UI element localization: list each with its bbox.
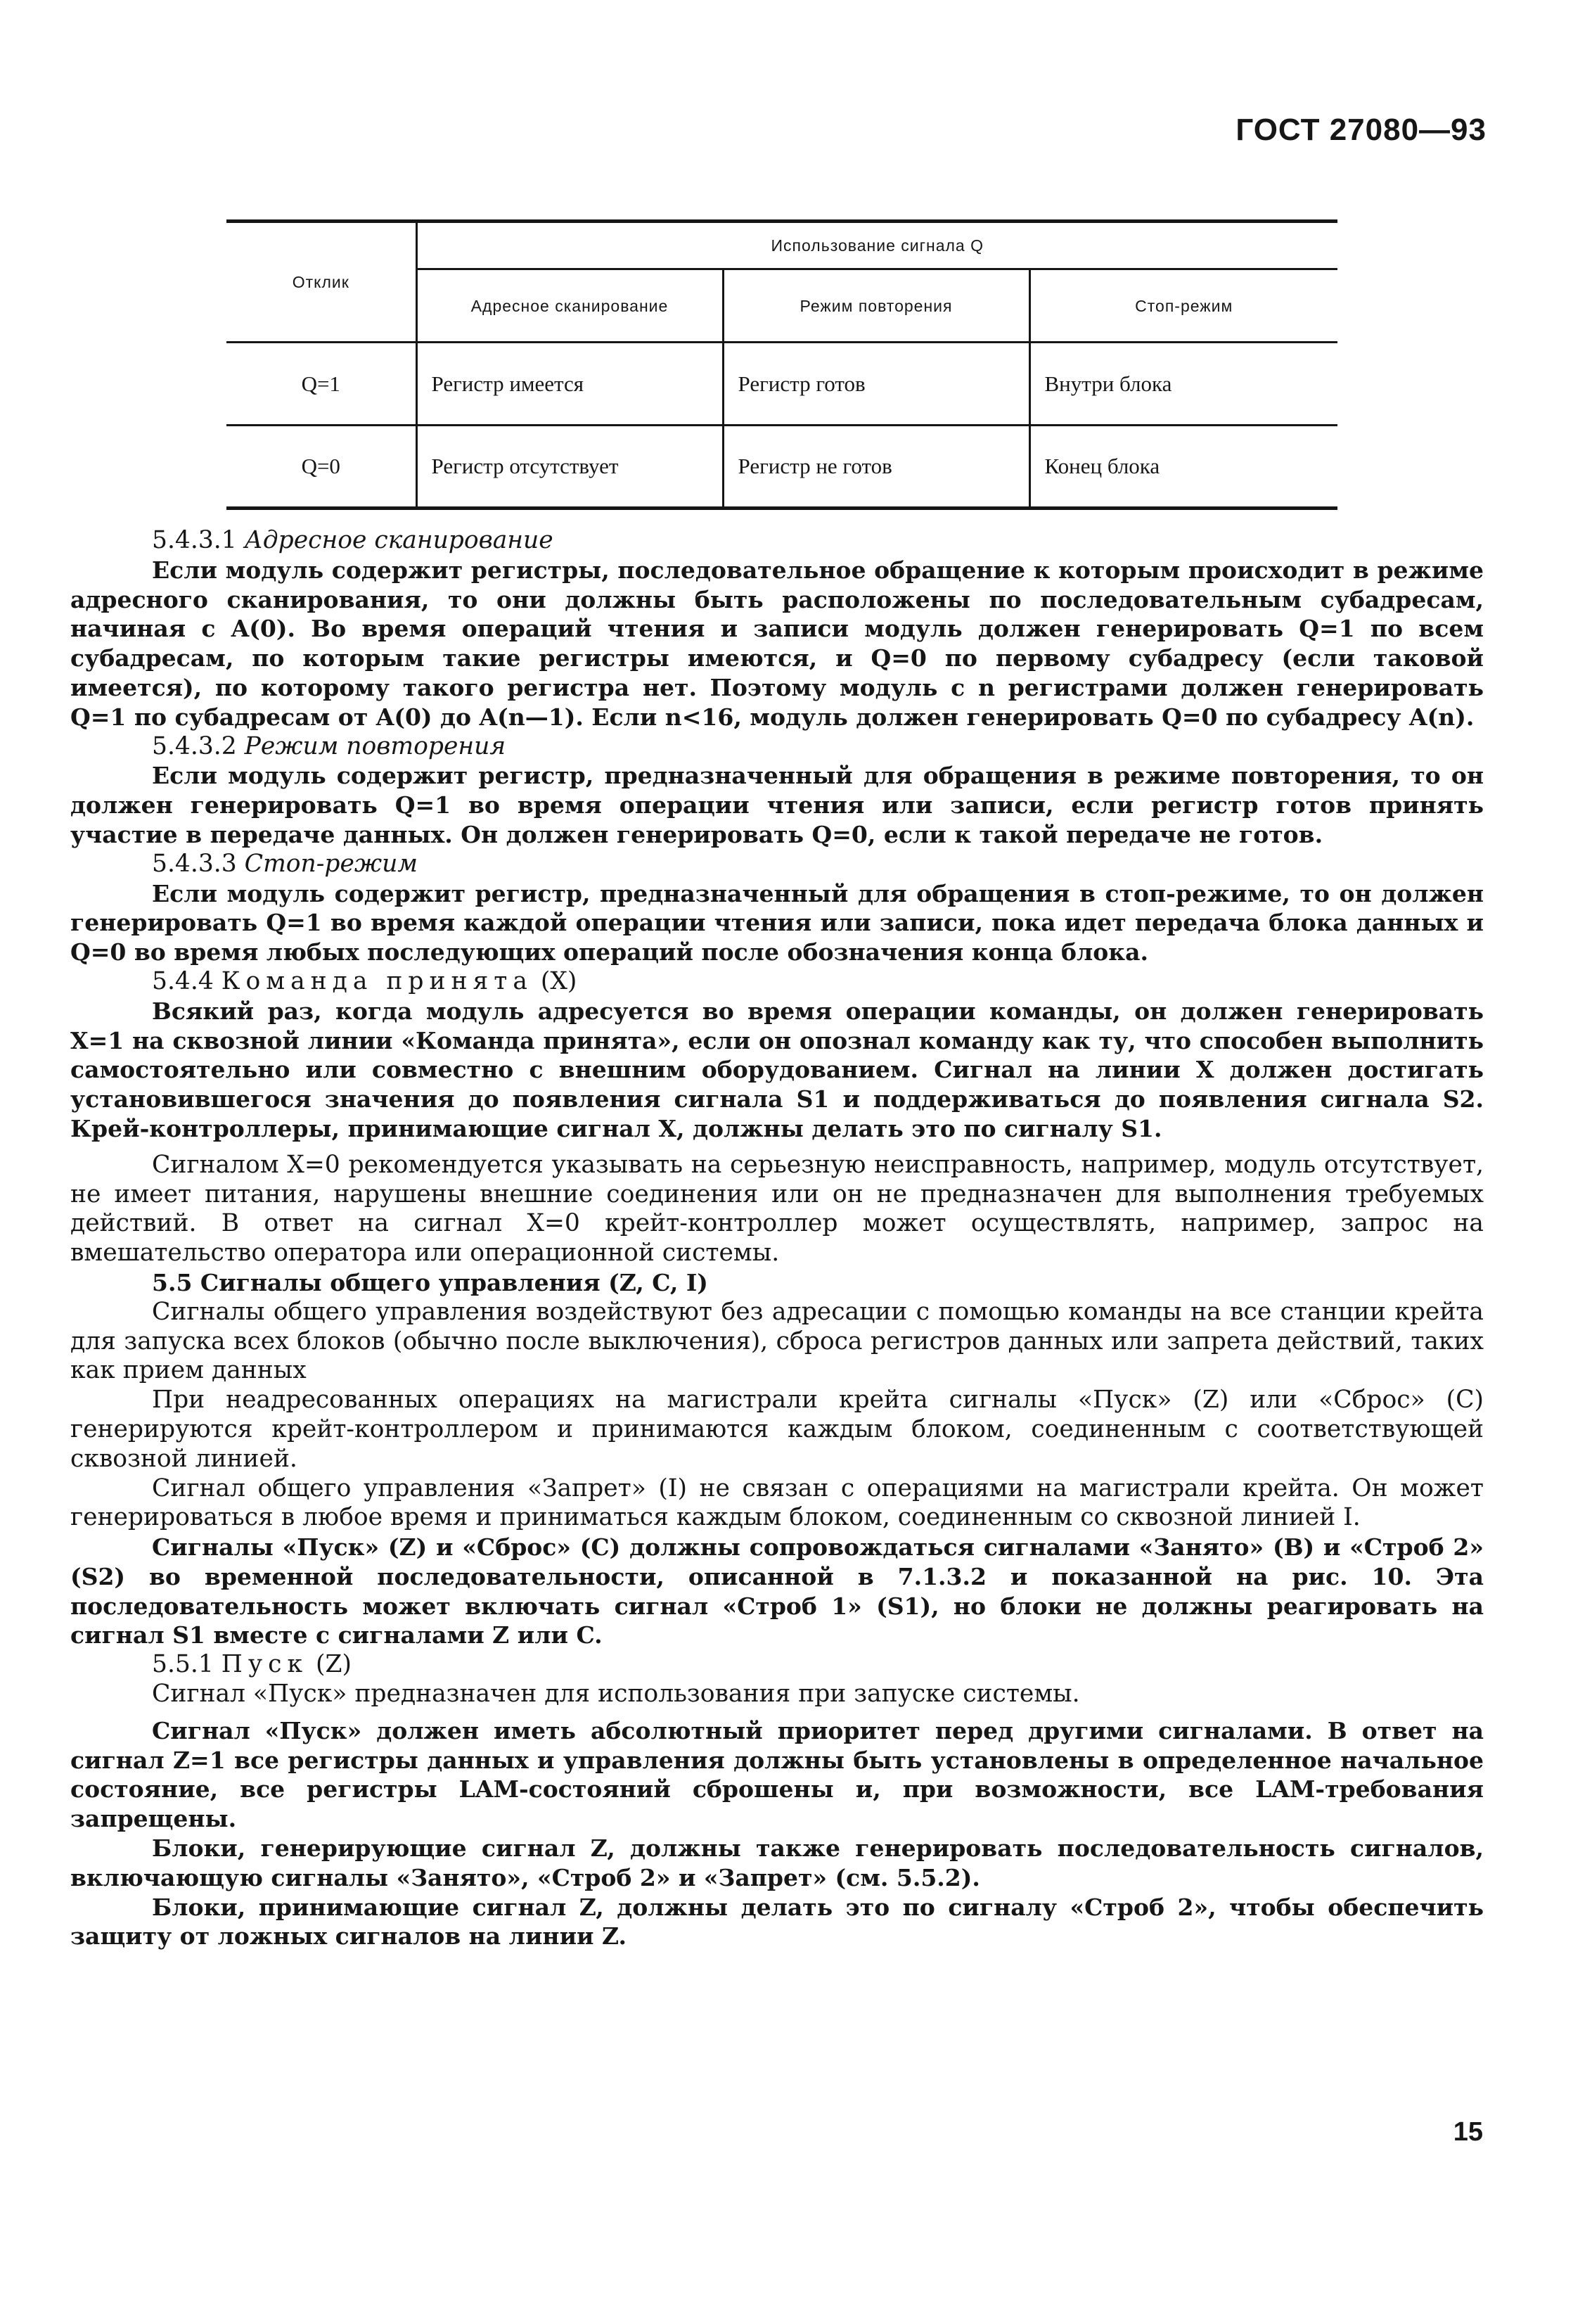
q-signal-table — [226, 219, 1337, 510]
section-heading-551 — [70, 1650, 1484, 1680]
col-header-usage: Использование сигнала Q — [416, 222, 1337, 269]
subheader-address-scan: Адресное сканирование — [416, 269, 723, 343]
col-header-response: Отклик — [226, 222, 416, 343]
paragraph: Блоки, принимающие сигнал Z, должны делать это по сигналу «Строб 2», чтобы обеспечить защиту от ложных сигналов на линии Z. — [70, 1893, 1484, 1950]
subheader-stop-mode: Стоп-режим — [1029, 269, 1337, 343]
section-title: Команда принята — [221, 966, 533, 995]
section-heading-5433 — [70, 850, 1484, 879]
table-cell: Регистр не готов — [723, 426, 1029, 509]
document-header: ГОСТ 27080—93 — [1235, 113, 1487, 147]
page-number: 15 — [1453, 2117, 1483, 2147]
paragraph: Сигнал «Пуск» предназначен для использования при запуске системы. — [152, 1680, 1080, 1709]
paragraph: Всякий раз, когда модуль адресуется во время операции команды, он должен генерировать X=1 на сквозной линии «Команда принята», если он опознал команду как ту, что способен выполнить самостоятельно или совместно с внешним оборудованием. Сигнал на линии X должен достигать установившегося значения до появления сигнала S1 и поддерживаться до появления сигнала S2. Крей-контроллеры, принимающие сигнал X, должны делать это по сигналу S1. — [70, 997, 1484, 1142]
section-title: Режим повторения — [244, 732, 506, 760]
paragraph: Блоки, генерирующие сигнал Z, должны также генерировать последовательность сигналов, включающую сигналы «Занято», «Строб 2» и «Запрет» (см. 5.5.2). — [70, 1834, 1484, 1891]
section-title: Пуск — [221, 1650, 309, 1679]
subheader-repeat-mode: Режим повторения — [723, 269, 1029, 343]
paragraph: Сигнал «Пуск» должен иметь абсолютный приоритет перед другими сигналами. В ответ на сигнал Z=1 все регистры данных и управления должны быть установлены в определенное начальное состояние, все регистры LAM-состояний сброшены и, при возможности, все LAM-требования запрещены. — [70, 1716, 1484, 1833]
section-heading-55: 5.5 Сигналы общего управления (Z, C, I) — [152, 1268, 708, 1296]
section-title-suffix: (Z) — [316, 1650, 352, 1679]
section-title: Стоп-режим — [244, 849, 418, 878]
paragraph: Сигналы «Пуск» (Z) и «Сброс» (C) должны сопровождаться сигналами «Занято» (B) и «Строб 2» (S2) во временной последовательности, описанной в 7.1.3.2 и показанной на рис. 10. Эта последовательность может включать сигнал «Строб 1» (S1), но блоки не должны реагировать на сигнал S1 вместе с сигналами Z или C. — [70, 1533, 1484, 1649]
paragraph: Сигналы общего управления воздействуют без адресации с помощью команды на все станции крейта для запуска всех блоков (обычно после выключения), сброса регистров данных или запрета действий, таких как прием данных — [70, 1297, 1484, 1385]
section-heading-5431 — [70, 526, 1484, 556]
section-heading-544 — [70, 967, 1484, 997]
section-number: 5.4.4 — [152, 966, 214, 995]
table-cell: Регистр отсутствует — [416, 426, 723, 509]
table-row — [226, 343, 1337, 426]
section-heading-5432 — [70, 732, 1484, 762]
section-number: 5.4.3.2 — [152, 732, 237, 760]
section-title: Адресное сканирование — [244, 526, 553, 554]
table-cell: Регистр готов — [723, 343, 1029, 426]
table-cell: Внутри блока — [1029, 343, 1337, 426]
body-text — [70, 526, 1484, 1951]
table-cell: Регистр имеется — [416, 343, 723, 426]
table-row — [226, 426, 1337, 509]
section-title-suffix: (X) — [540, 966, 577, 995]
paragraph: Если модуль содержит регистр, предназначенный для обращения в стоп-режиме, то он должен генерировать Q=1 во время каждой операции чтения или записи, пока идет передача блока данных и Q=0 во время любых последующих операций после обозначения конца блока. — [70, 879, 1484, 966]
table-cell: Конец блока — [1029, 426, 1337, 509]
paragraph: Если модуль содержит регистры, последовательное обращение к которым происходит в режиме адресного сканирования, то они должны быть расположены по последовательным субадресам, начиная с A(0). Во время операций чтения и записи модуль должен генерировать Q=1 по всем субадресам, по которым такие регистры имеются, и Q=0 по первому субадресу (если таковой имеется), по которому такого регистра нет. Поэтому модуль с n регистрами должен генерировать Q=1 по субадресам от A(0) до A(n—1). Если n<16, модуль должен генерировать Q=0 по субадресу A(n). — [70, 556, 1484, 731]
section-number: 5.4.3.3 — [152, 849, 237, 878]
paragraph: Сигнал общего управления «Запрет» (I) не связан с операциями на магистрали крейта. Он может генерироваться в любое время и приниматься каждым блоком, соединенным со сквозной линией I. — [70, 1474, 1484, 1532]
paragraph: Сигналом X=0 рекомендуется указывать на серьезную неисправность, например, модуль отсутствует, не имеет питания, нарушены внешние соединения или он не предназначен для выполнения требуемых действий. В ответ на сигнал X=0 крейт-контроллер может осуществлять, например, запрос на вмешательство оператора или операционной системы. — [70, 1150, 1484, 1268]
table-cell: Q=0 — [226, 426, 416, 509]
section-number: 5.4.3.1 — [152, 526, 237, 554]
paragraph: Если модуль содержит регистр, предназначенный для обращения в режиме повторения, то он должен генерировать Q=1 во время операции чтения или записи, если регистр готов принять участие в передаче данных. Он должен генерировать Q=0, если к такой передаче не готов. — [70, 762, 1484, 848]
table-cell: Q=1 — [226, 343, 416, 426]
section-number: 5.5.1 — [152, 1650, 214, 1679]
paragraph: При неадресованных операциях на магистрали крейта сигналы «Пуск» (Z) или «Сброс» (C) генерируются крейт-контроллером и принимаются каждым блоком, соединенным с соответствующей сквозной линией. — [70, 1386, 1484, 1473]
